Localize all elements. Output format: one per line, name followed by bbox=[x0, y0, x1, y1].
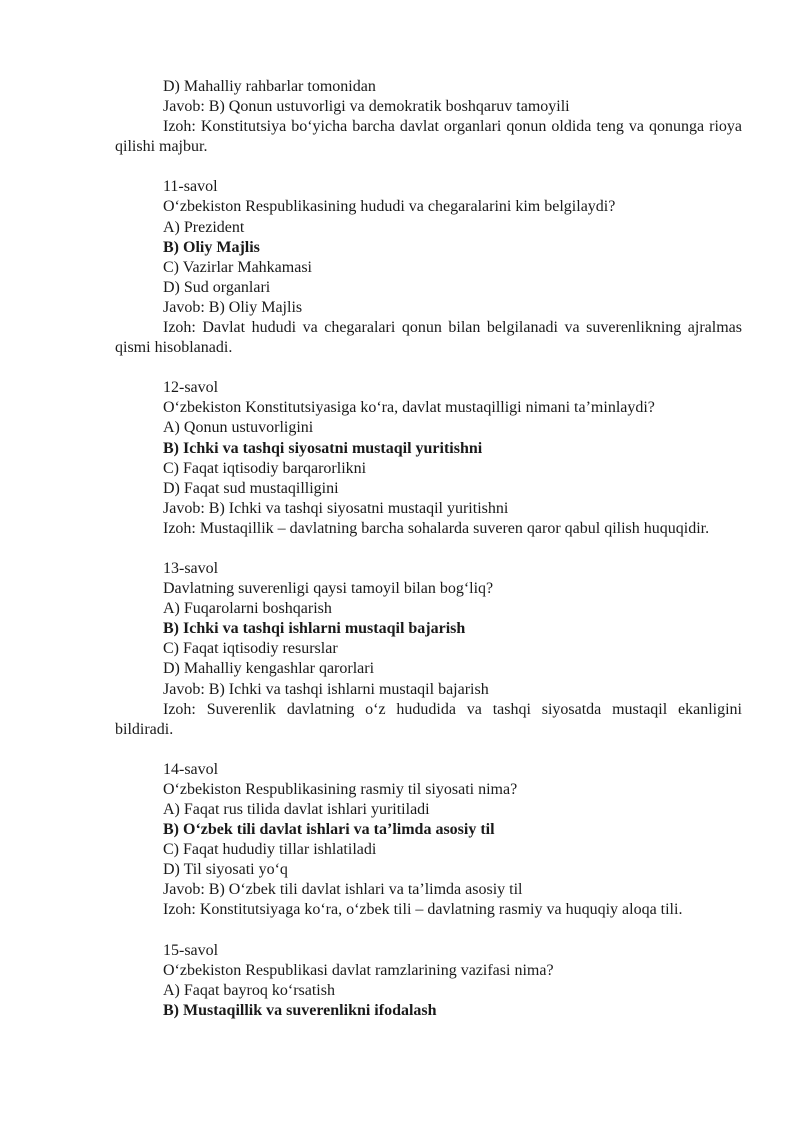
option-c: C) Faqat hududiy tillar ishlatiladi bbox=[163, 841, 377, 859]
question-number: 14-savol bbox=[163, 760, 219, 778]
question-number: 11-savol bbox=[163, 178, 218, 196]
note: Izoh: Davlat hududi va chegaralari qonun bilan belgilanadi va suverenlikning ajralmas qismi hisoblanadi. bbox=[115, 319, 742, 357]
question-number: 13-savol bbox=[163, 559, 219, 577]
option-b-correct: B) Oliy Majlis bbox=[163, 238, 260, 256]
answer: Javob: B) O‘zbek tili davlat ishlari va ta’limda asosiy til bbox=[163, 881, 523, 899]
note: Izoh: Suverenlik davlatning o‘z hududida va tashqi siyosatda mustaqil ekanligini bildiradi. bbox=[115, 700, 742, 738]
option-b-correct: B) Mustaqillik va suverenlikni ifodalash bbox=[163, 1001, 437, 1019]
answer: Javob: B) Ichki va tashqi ishlarni mustaqil bajarish bbox=[163, 680, 489, 698]
option-d: D) Mahalliy rahbarlar tomonidan bbox=[163, 78, 376, 95]
answer: Javob: B) Oliy Majlis bbox=[163, 298, 303, 316]
question-number: 12-savol bbox=[163, 379, 219, 397]
option-a: A) Qonun ustuvorligini bbox=[163, 419, 314, 437]
question-11 bbox=[115, 177, 742, 358]
option-d: D) Til siyosati yo‘q bbox=[163, 861, 288, 879]
answer: Javob: B) Qonun ustuvorligi va demokratik boshqaruv tamoyili bbox=[163, 98, 570, 116]
question-text: O‘zbekiston Respublikasining rasmiy til siyosati nima? bbox=[163, 780, 518, 798]
question-14 bbox=[115, 760, 742, 921]
option-c: C) Vazirlar Mahkamasi bbox=[163, 258, 312, 276]
question-text: Davlatning suverenligi qaysi tamoyil bilan bog‘liq? bbox=[163, 580, 494, 598]
question-text: O‘zbekiston Respublikasining hududi va chegaralarini kim belgilaydi? bbox=[163, 198, 616, 216]
option-a: A) Prezident bbox=[163, 218, 245, 236]
option-d: D) Faqat sud mustaqilligini bbox=[163, 479, 339, 497]
option-c: C) Faqat iqtisodiy barqarorlikni bbox=[163, 459, 367, 477]
note: Izoh: Konstitutsiya bo‘yicha barcha davlat organlari qonun oldida teng va qonunga rioya qilishi majbur. bbox=[115, 118, 742, 156]
option-d: D) Mahalliy kengashlar qarorlari bbox=[163, 660, 375, 678]
option-b-correct: B) Ichki va tashqi ishlarni mustaqil bajarish bbox=[163, 620, 466, 638]
note: Izoh: Konstitutsiyaga ko‘ra, o‘zbek tili – davlatning rasmiy va huquqiy aloqa tili. bbox=[163, 901, 683, 919]
question-13 bbox=[115, 559, 742, 740]
option-d: D) Sud organlari bbox=[163, 278, 271, 296]
option-c: C) Faqat iqtisodiy resurslar bbox=[163, 640, 338, 658]
answer: Javob: B) Ichki va tashqi siyosatni mustaqil yuritishni bbox=[163, 499, 509, 517]
question-15 bbox=[115, 941, 742, 1021]
option-a: A) Faqat bayroq ko‘rsatish bbox=[163, 981, 335, 999]
note: Izoh: Mustaqillik – davlatning barcha sohalarda suveren qaror qabul qilish huquqidir. bbox=[163, 519, 710, 537]
option-a: A) Fuqarolarni boshqarish bbox=[163, 600, 332, 618]
question-text: O‘zbekiston Konstitutsiyasiga ko‘ra, davlat mustaqilligi nimani ta’minlaydi? bbox=[163, 399, 655, 417]
question-number: 15-savol bbox=[163, 941, 219, 959]
question-text: O‘zbekiston Respublikasi davlat ramzlarining vazifasi nima? bbox=[163, 961, 554, 979]
option-b-correct: B) O‘zbek tili davlat ishlari va ta’limda asosiy til bbox=[163, 821, 495, 839]
option-b-correct: B) Ichki va tashqi siyosatni mustaqil yuritishni bbox=[163, 439, 483, 457]
question-12 bbox=[115, 378, 742, 539]
option-a: A) Faqat rus tilida davlat ishlari yuritiladi bbox=[163, 801, 430, 818]
intro-block bbox=[115, 77, 742, 157]
